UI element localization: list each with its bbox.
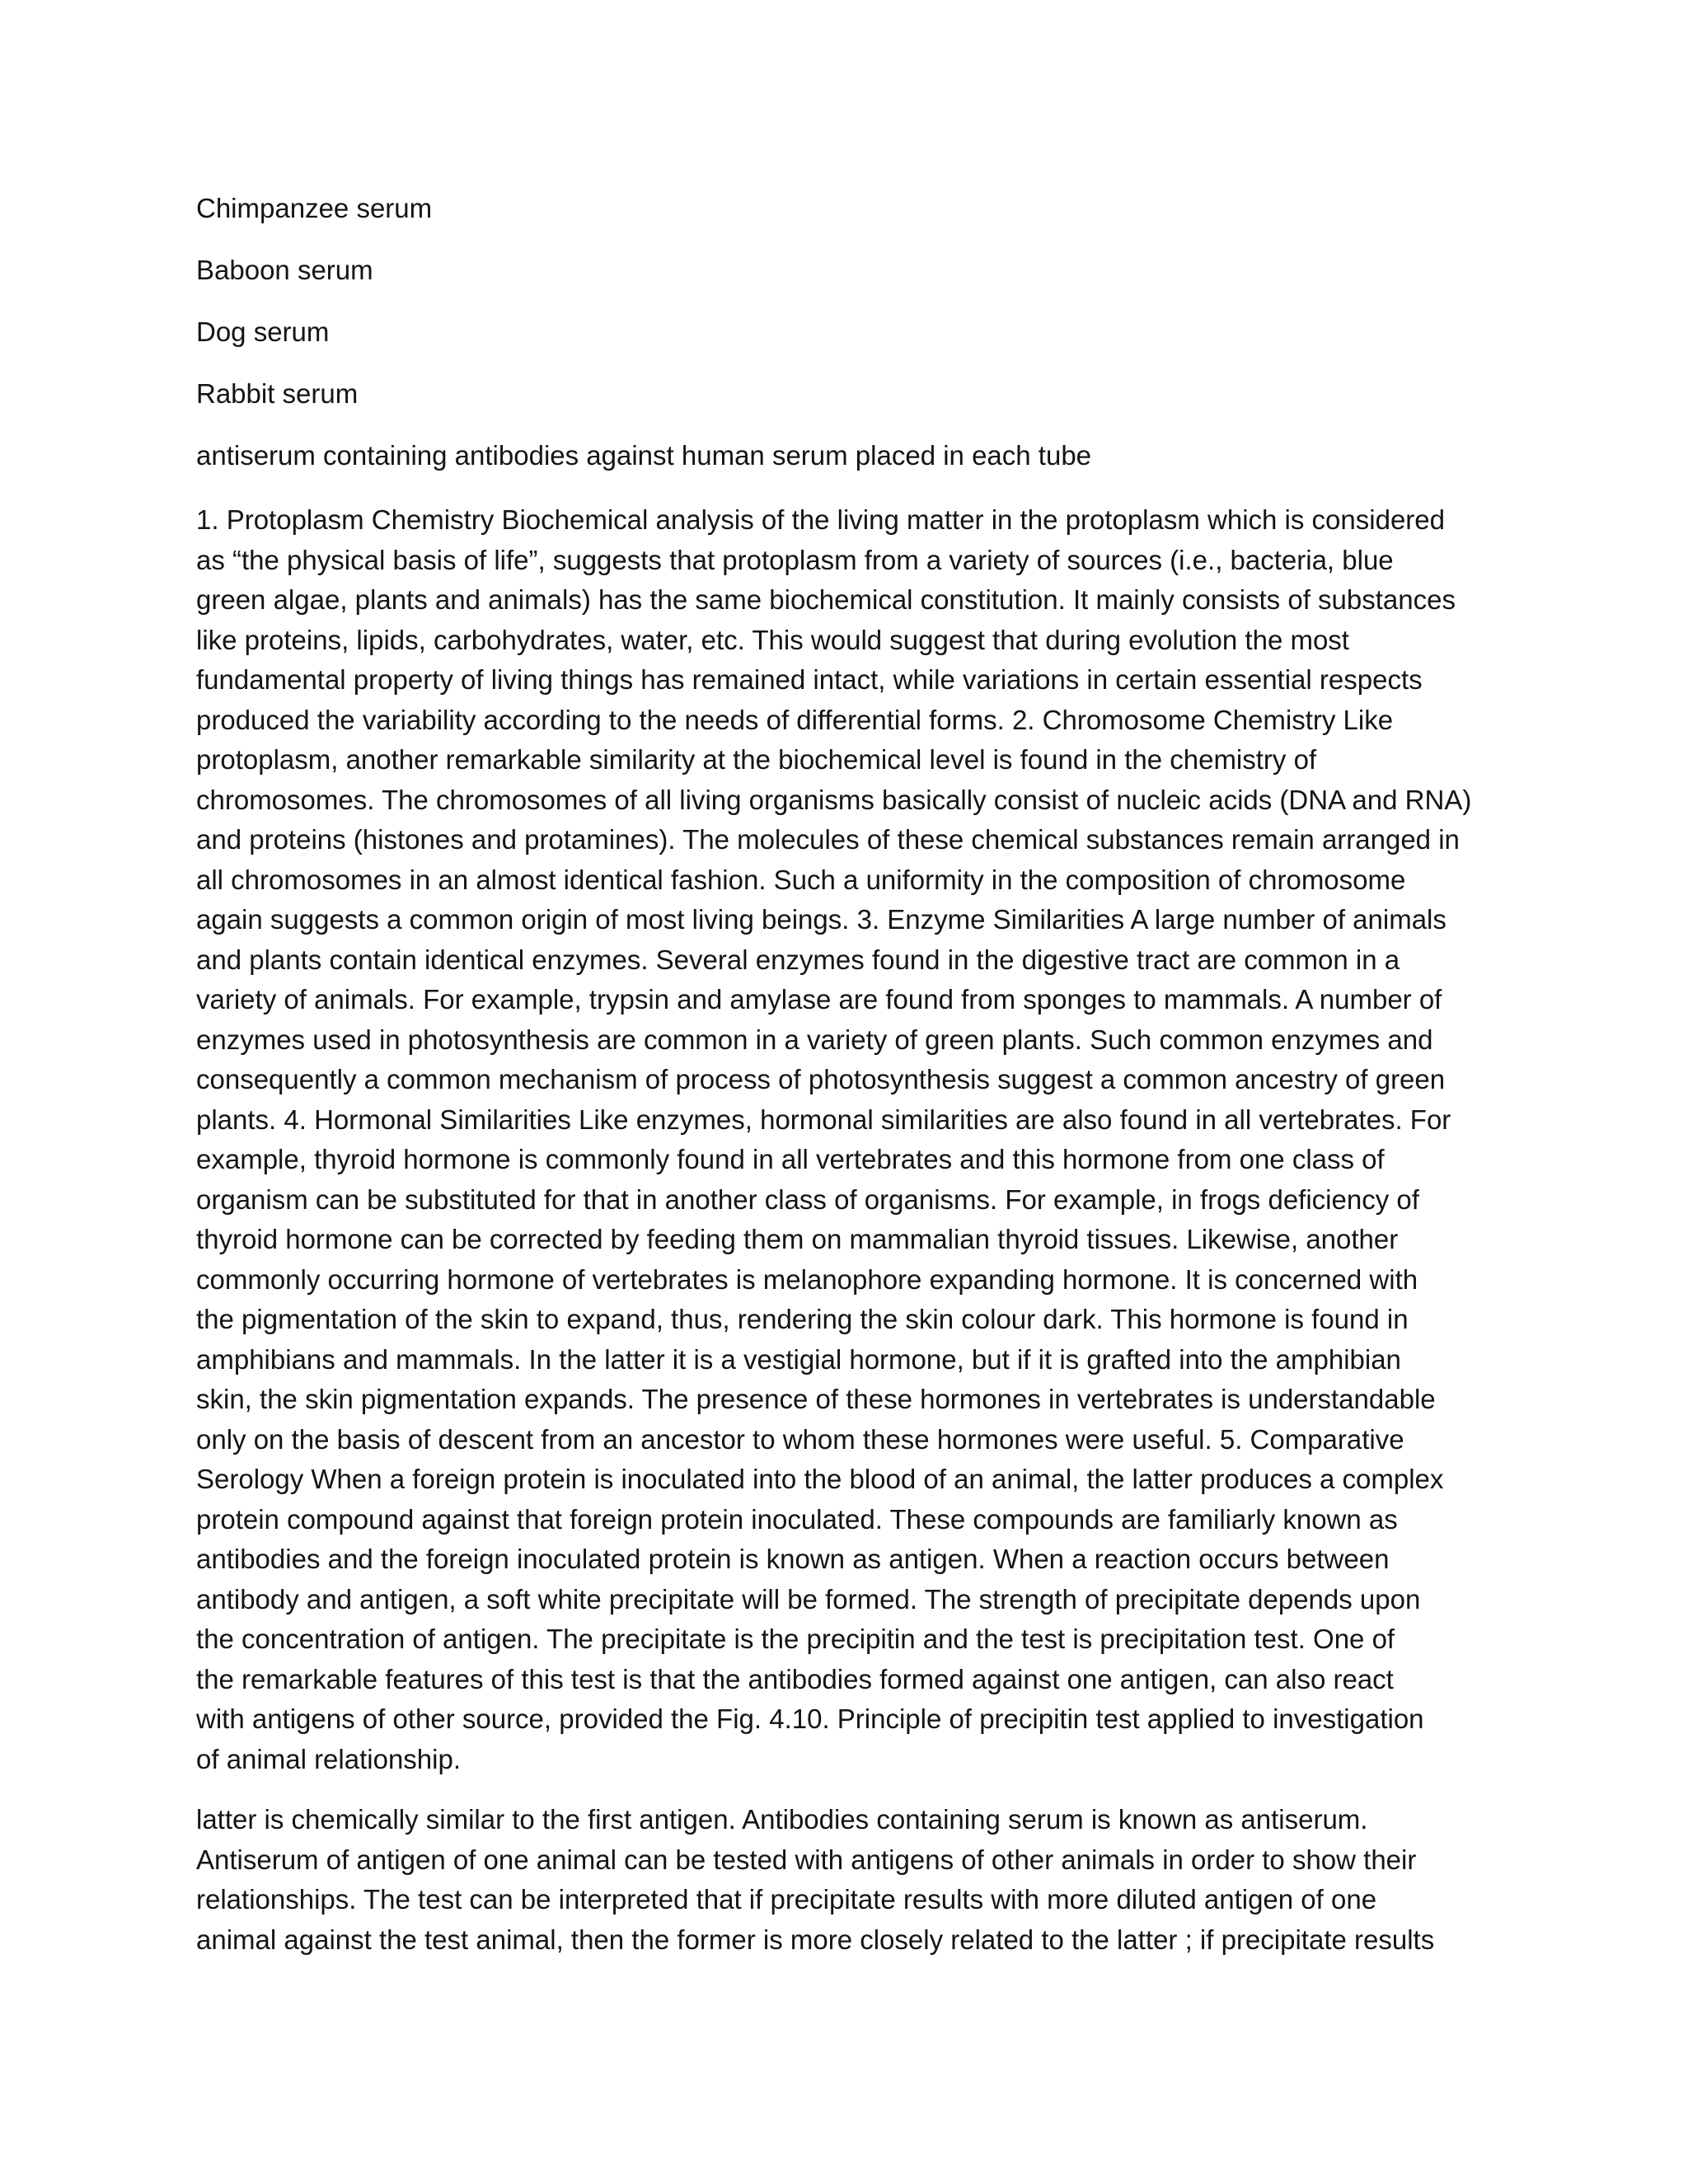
paragraph-line: and plants contain identical enzymes. Several enzymes found in the digestive tract are common in a xyxy=(196,944,1400,975)
main-paragraph xyxy=(196,500,1494,1779)
paragraph-line: latter is chemically similar to the first antigen. Antibodies containing serum is known as antiserum. xyxy=(196,1804,1368,1835)
paragraph-line: with antigens of other source, provided the Fig. 4.10. Principle of precipitin test applied to investigation xyxy=(196,1704,1424,1734)
paragraph-line: protein compound against that foreign protein inoculated. These compounds are familiarly known as xyxy=(196,1503,1398,1535)
paragraph-line: antibodies and the foreign inoculated protein is known as antigen. When a reaction occurs between xyxy=(196,1544,1390,1574)
paragraph-line: like proteins, lipids, carbohydrates, water, etc. This would suggest that during evolution the most xyxy=(196,624,1349,655)
paragraph-line: produced the variability according to the needs of differential forms. 2. Chromosome Chemistry Like xyxy=(196,704,1394,735)
paragraph-line: protoplasm, another remarkable similarity at the biochemical level is found in the chemistry of xyxy=(196,744,1317,775)
paragraph-line: relationships. The test can be interpreted that if precipitate results with more diluted antigen of one xyxy=(196,1884,1377,1915)
paragraph-line: thyroid hormone can be corrected by feeding them on mammalian thyroid tissues. Likewise, another xyxy=(196,1224,1399,1254)
paragraph-line: commonly occurring hormone of vertebrates is melanophore expanding hormone. It is concerned with xyxy=(196,1263,1418,1295)
paragraph-line: only on the basis of descent from an ancestor to whom these hormones were useful. 5. Comparative xyxy=(196,1423,1404,1455)
paragraph-line: amphibians and mammals. In the latter it is a vestigial hormone, but if it is grafted into the amphibian xyxy=(196,1343,1401,1375)
paragraph-line: of animal relationship. xyxy=(196,1743,462,1774)
paragraph-line: variety of animals. For example, trypsin and amylase are found from sponges to mammals. A number of xyxy=(196,984,1442,1015)
paragraph-line: fundamental property of living things has remained intact, while variations in certain essential respects xyxy=(196,664,1423,695)
paragraph-line: example, thyroid hormone is commonly found in all vertebrates and this hormone from one class of xyxy=(196,1144,1385,1174)
serum-item-dog: Dog serum xyxy=(196,316,330,347)
paragraph-line: chromosomes. The chromosomes of all living organisms basically consist of nucleic acids (DNA and RNA) xyxy=(196,784,1472,815)
document-body xyxy=(196,191,1494,1960)
paragraph-line: organism can be substituted for that in another class of organisms. For example, in frogs deficiency of xyxy=(196,1183,1419,1215)
paragraph-line: animal against the test animal, then the former is more closely related to the latter ; if precipitate results xyxy=(196,1924,1435,1955)
antiserum-line: antiserum containing antibodies against human serum placed in each tube xyxy=(196,440,1092,471)
paragraph-line: green algae, plants and animals) has the same biochemical constitution. It mainly consists of substances xyxy=(196,584,1456,615)
serum-item-baboon: Baboon serum xyxy=(196,255,373,285)
paragraph-line: plants. 4. Hormonal Similarities Like enzymes, hormonal similarities are also found in all vertebrates. For xyxy=(196,1104,1451,1135)
paragraph-line: 1. Protoplasm Chemistry Biochemical analysis of the living matter in the protoplasm which is considered xyxy=(196,504,1445,535)
paragraph-line: skin, the skin pigmentation expands. The presence of these hormones in vertebrates is understandable xyxy=(196,1384,1436,1414)
paragraph-line: the pigmentation of the skin to expand, thus, rendering the skin colour dark. This hormone is found in xyxy=(196,1304,1409,1334)
paragraph-line: Antiserum of antigen of one animal can be tested with antigens of other animals in order to show their xyxy=(196,1844,1417,1875)
paragraph-line: consequently a common mechanism of process of photosynthesis suggest a common ancestry of green xyxy=(196,1064,1446,1094)
paragraph-line: enzymes used in photosynthesis are common in a variety of green plants. Such common enzymes and xyxy=(196,1024,1433,1055)
paragraph-line: the remarkable features of this test is that the antibodies formed against one antigen, can also react xyxy=(196,1663,1394,1694)
paragraph-line: again suggests a common origin of most living beings. 3. Enzyme Similarities A large number of animals xyxy=(196,904,1447,935)
paragraph-line: and proteins (histones and protamines). The molecules of these chemical substances remain arranged in xyxy=(196,824,1460,855)
continuation-paragraph xyxy=(196,1800,1494,1960)
serum-item-chimpanzee: Chimpanzee serum xyxy=(196,193,433,223)
paragraph-line: Serology When a foreign protein is inoculated into the blood of an animal, the latter produces a complex xyxy=(196,1464,1444,1494)
paragraph-line: antibody and antigen, a soft white precipitate will be formed. The strength of precipitate depends upon xyxy=(196,1583,1421,1615)
paragraph-line: as “the physical basis of life”, suggests that protoplasm from a variety of sources (i.e., bacteria, blue xyxy=(196,544,1394,575)
paragraph-line: all chromosomes in an almost identical fashion. Such a uniformity in the composition of chromosome xyxy=(196,864,1406,895)
serum-item-rabbit: Rabbit serum xyxy=(196,378,359,409)
paragraph-line: the concentration of antigen. The precipitate is the precipitin and the test is precipitation test. One of xyxy=(196,1624,1395,1654)
